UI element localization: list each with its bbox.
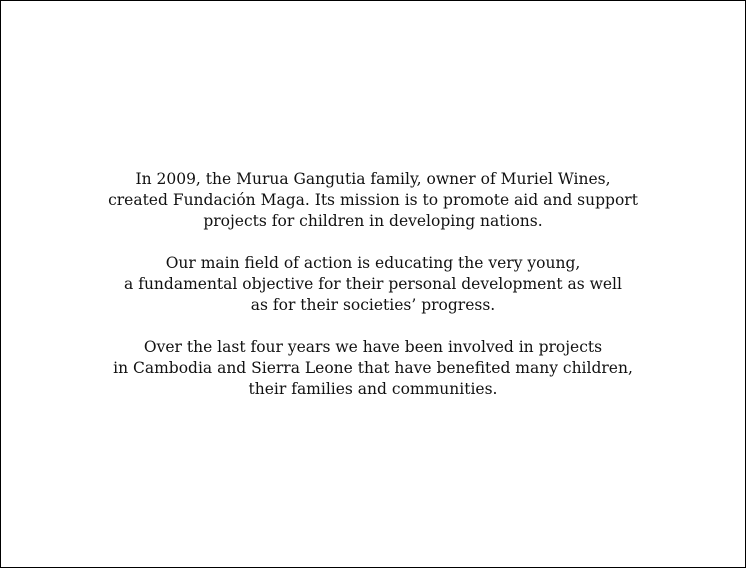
paragraph-line: In 2009, the Murua Gangutia family, owner of Muriel Wines, <box>135 170 611 188</box>
paragraph-line: their families and communities. <box>248 380 498 398</box>
paragraph-line: Over the last four years we have been involved in projects <box>143 338 603 356</box>
paragraph-line: projects for children in developing nations. <box>203 212 543 230</box>
paragraph-projects <box>1 337 745 400</box>
paragraph-line: Our main field of action is educating the very young, <box>165 254 581 272</box>
paragraph-founding <box>1 169 745 232</box>
paragraph-line: a fundamental objective for their personal development as well <box>124 275 622 293</box>
paragraph-education <box>1 253 745 316</box>
paragraph-line: as for their societies’ progress. <box>250 296 496 314</box>
body-text <box>1 169 745 400</box>
paragraph-line: created Fundación Maga. Its mission is to promote aid and support <box>108 191 638 209</box>
paragraph-line: in Cambodia and Sierra Leone that have benefited many children, <box>113 359 633 377</box>
